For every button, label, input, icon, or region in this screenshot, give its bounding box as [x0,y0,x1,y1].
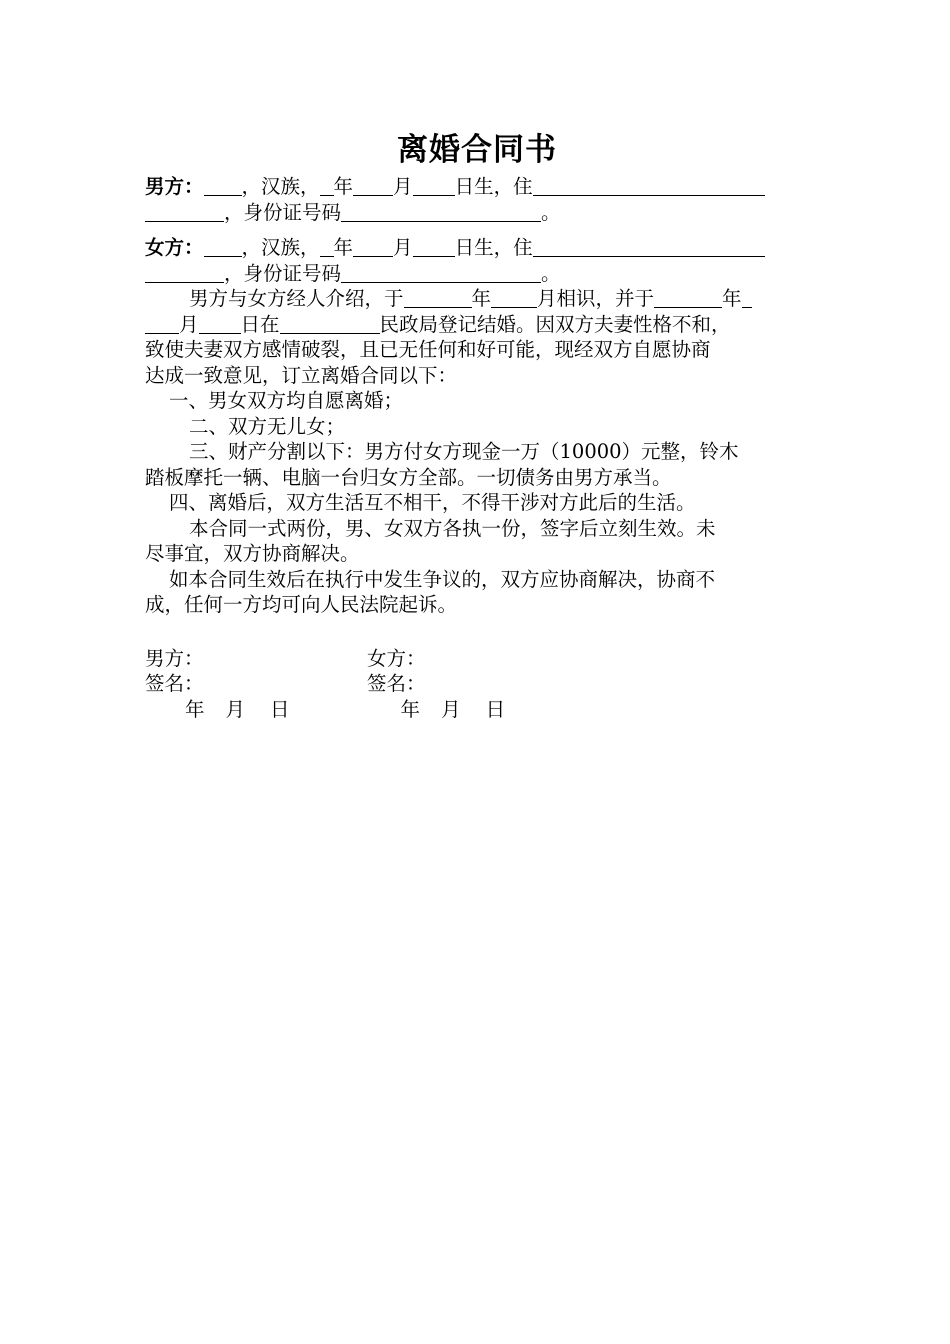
female-date-month: 月 [441,697,461,721]
signature-block [145,646,809,723]
female-year-blank [320,236,334,257]
sig-male-label: 男方： [145,646,204,670]
male-date-month: 月 [225,697,246,721]
clause-6-line-1: 如本合同生效后在执行中发生争议的，双方应协商解决，协商不 [169,567,716,591]
female-label: 女方： [145,236,204,259]
clause-3-line-2: 踏板摩托一辆、电脑一台归女方全部。一切债务由男方承当。 [145,465,672,489]
sig-female-label: 女方： [367,646,426,670]
intro-paragraph [145,286,809,388]
male-label: 男方： [145,175,204,198]
sig-male-sign-label: 签名： [145,672,204,695]
female-month: 月 [393,236,413,259]
male-address-blank-2 [145,201,224,222]
male-name-blank [204,175,242,196]
female-id-blank [341,262,541,283]
clause-2: 二、双方无儿女； [189,414,346,438]
female-end: 。 [541,261,561,285]
document-title: 离婚合同书 [397,132,557,168]
male-day: 日生，住 [454,175,533,198]
clause-3-line-1: 三、财产分割以下：男方付女方现金一万（10000）元整，铃木 [189,440,739,463]
male-address-blank [533,175,765,196]
clause-1: 一、男女双方均自愿离婚； [169,389,404,412]
clauses-block [145,388,809,618]
male-party-block [145,174,809,225]
male-month-blank [353,175,393,196]
marry-month-blank-b [145,313,179,334]
intro-day-2: 日在 [240,312,280,336]
intro-year-2: 年 [722,287,742,310]
male-id-label: ，身份证号码 [224,200,342,224]
clause-4: 四、离婚后，双方生活互不相干，不得干涉对方此后的生活。 [169,491,696,514]
female-ethnic: ，汉族， [241,236,320,259]
intro-text-2: 月相识，并于 [537,287,655,310]
male-date-year: 年 [185,697,205,721]
bureau-blank [280,313,380,334]
female-date-year: 年 [400,697,421,721]
male-end: 。 [541,200,561,224]
intro-text-3: 民政局登记结婚。因双方夫妻性格不和， [379,312,731,336]
intro-year: 年 [471,287,492,310]
intro-text-5: 达成一致意见，订立离婚合同以下： [145,363,458,387]
clause-5-line-1: 本合同一式两份，男、女双方各执一份，签字后立刻生效。未 [189,516,716,540]
female-year: 年 [333,236,354,259]
male-day-blank [413,175,455,196]
female-address-blank-2 [145,262,224,283]
male-ethnic: ，汉族， [241,175,320,198]
marry-day-blank [199,313,241,334]
intro-text-4: 致使夫妻双方感情破裂，且已无任何和好可能，现经双方自愿协商 [145,338,711,361]
male-year-blank [320,175,334,196]
marry-year-blank [654,287,722,308]
meet-month-blank [491,287,537,308]
male-date-day: 日 [270,697,290,721]
female-day-blank [413,236,455,257]
female-address-blank [533,236,765,257]
intro-month-2: 月 [179,312,199,336]
contract-page [145,128,809,722]
female-party-block [145,235,809,286]
female-day: 日生，住 [454,236,533,259]
female-month-blank [353,236,393,257]
male-month: 月 [393,175,413,198]
clause-5-line-2: 尽事宜，双方协商解决。 [145,542,360,565]
male-year: 年 [333,175,354,198]
female-date-day: 日 [485,697,506,721]
male-id-blank [341,201,541,222]
sig-female-sign-label: 签名： [367,672,426,695]
marry-month-blank-a [742,287,752,308]
intro-text-1: 男方与女方经人介绍，于 [189,287,404,310]
meet-year-blank [404,287,472,308]
clause-6-line-2: 成，任何一方均可向人民法院起诉。 [145,593,458,616]
female-id-label: ，身份证号码 [224,261,342,285]
female-name-blank [204,236,242,257]
sig-date-row [145,697,809,723]
